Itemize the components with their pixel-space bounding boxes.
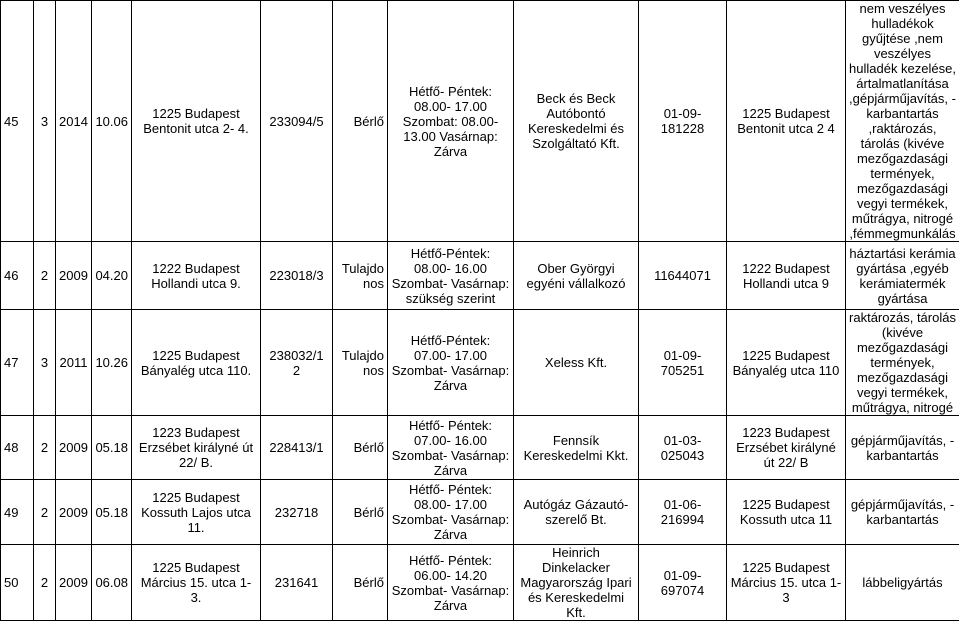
operator-name-cell: Xeless Kft. <box>514 310 639 416</box>
row-number: 49 <box>1 480 34 545</box>
table-row <box>1 310 959 416</box>
category-cell: 3 <box>34 310 56 416</box>
activity-cell: raktározás, tárolás (kivéve mezőgazdasági termények, mezőgazdasági vegyi termékek, műtrágya, nitrogé <box>846 310 959 416</box>
opening-hours-cell: Hétfő-Péntek: 07.00- 17.00 Szombat- Vasárnap: Zárva <box>388 310 514 416</box>
year-cell: 2011 <box>56 310 92 416</box>
site-address-cell: 1225 Budapest Március 15. utca 1- 3. <box>132 545 261 621</box>
parcel-number-cell: 232718 <box>261 480 333 545</box>
headquarters-cell: 1222 Budapest Hollandi utca 9 <box>727 242 846 310</box>
parcel-number-cell: 223018/3 <box>261 242 333 310</box>
row-number: 45 <box>1 1 34 242</box>
parcel-number-cell: 238032/1 2 <box>261 310 333 416</box>
year-cell: 2009 <box>56 416 92 480</box>
date-cell: 10.26 <box>92 310 132 416</box>
activity-cell: gépjárműjavítás, - karbantartás <box>846 416 959 480</box>
site-address-cell: 1225 Budapest Bentonit utca 2- 4. <box>132 1 261 242</box>
year-cell: 2009 <box>56 545 92 621</box>
headquarters-cell: 1225 Budapest Bányalég utca 110 <box>727 310 846 416</box>
activity-cell: lábbeligyártás <box>846 545 959 621</box>
headquarters-cell: 1225 Budapest Bentonit utca 2 4 <box>727 1 846 242</box>
operator-name-cell: Autógáz Gázautó- szerelő Bt. <box>514 480 639 545</box>
site-address-cell: 1225 Budapest Kossuth Lajos utca 11. <box>132 480 261 545</box>
table-row <box>1 242 959 310</box>
table-row <box>1 545 959 621</box>
category-cell: 2 <box>34 416 56 480</box>
operator-name-cell: Beck és Beck Autóbontó Kereskedelmi és Szolgáltató Kft. <box>514 1 639 242</box>
registration-number-cell: 11644071 <box>639 242 727 310</box>
date-cell: 04.20 <box>92 242 132 310</box>
headquarters-cell: 1225 Budapest Kossuth utca 11 <box>727 480 846 545</box>
row-number: 47 <box>1 310 34 416</box>
ownership-cell: Bérlő <box>333 545 388 621</box>
year-cell: 2009 <box>56 242 92 310</box>
ownership-cell: Tulajdonos <box>333 310 388 416</box>
operator-name-cell: Ober Györgyi egyéni vállalkozó <box>514 242 639 310</box>
operator-name-cell: Fennsík Kereskedelmi Kkt. <box>514 416 639 480</box>
table-row <box>1 1 959 242</box>
parcel-number-cell: 231641 <box>261 545 333 621</box>
registration-number-cell: 01-09- 181228 <box>639 1 727 242</box>
registration-number-cell: 01-09- 697074 <box>639 545 727 621</box>
site-address-cell: 1225 Budapest Bányalég utca 110. <box>132 310 261 416</box>
activity-cell: nem veszélyes hulladékok gyűjtése ,nem veszélyes hulladék kezelése, ártalmatlanítása ,gépjárműjavítás, - karbantartás ,raktározás, tárolás (kivéve mezőgazdasági termények, mezőgazdasági vegyi termékek, műtrágya, nitrogé ,fémmegmunkálás <box>846 1 959 242</box>
activity-cell: háztartási kerámia gyártása ,egyéb kerámiatermék gyártása <box>846 242 959 310</box>
category-cell: 2 <box>34 480 56 545</box>
opening-hours-cell: Hétfő- Péntek: 08.00- 17.00 Szombat: 08.00- 13.00 Vasárnap: Zárva <box>388 1 514 242</box>
date-cell: 06.08 <box>92 545 132 621</box>
site-address-cell: 1223 Budapest Erzsébet királyné út 22/ B. <box>132 416 261 480</box>
category-cell: 2 <box>34 545 56 621</box>
date-cell: 10.06 <box>92 1 132 242</box>
registration-number-cell: 01-09- 705251 <box>639 310 727 416</box>
date-cell: 05.18 <box>92 480 132 545</box>
table-row <box>1 480 959 545</box>
opening-hours-cell: Hétfő- Péntek: 07.00- 16.00 Szombat- Vasárnap: Zárva <box>388 416 514 480</box>
operator-name-cell: Heinrich Dinkelacker Magyarország Ipari és Kereskedelmi Kft. <box>514 545 639 621</box>
parcel-number-cell: 228413/1 <box>261 416 333 480</box>
activity-cell: gépjárműjavítás, - karbantartás <box>846 480 959 545</box>
year-cell: 2014 <box>56 1 92 242</box>
row-number: 46 <box>1 242 34 310</box>
table-row <box>1 416 959 480</box>
registration-number-cell: 01-06- 216994 <box>639 480 727 545</box>
ownership-cell: Tulajdonos <box>333 242 388 310</box>
row-number: 48 <box>1 416 34 480</box>
site-address-cell: 1222 Budapest Hollandi utca 9. <box>132 242 261 310</box>
parcel-number-cell: 233094/5 <box>261 1 333 242</box>
opening-hours-cell: Hétfő-Péntek: 08.00- 16.00 Szombat- Vasárnap: szükség szerint <box>388 242 514 310</box>
category-cell: 3 <box>34 1 56 242</box>
category-cell: 2 <box>34 242 56 310</box>
headquarters-cell: 1225 Budapest Március 15. utca 1- 3 <box>727 545 846 621</box>
opening-hours-cell: Hétfő- Péntek: 06.00- 14.20 Szombat- Vasárnap: Zárva <box>388 545 514 621</box>
date-cell: 05.18 <box>92 416 132 480</box>
year-cell: 2009 <box>56 480 92 545</box>
ownership-cell: Bérlő <box>333 1 388 242</box>
row-number: 50 <box>1 545 34 621</box>
ownership-cell: Bérlő <box>333 480 388 545</box>
headquarters-cell: 1223 Budapest Erzsébet királyné út 22/ B <box>727 416 846 480</box>
ownership-cell: Bérlő <box>333 416 388 480</box>
opening-hours-cell: Hétfő- Péntek: 08.00- 17.00 Szombat- Vasárnap: Zárva <box>388 480 514 545</box>
registration-number-cell: 01-03- 025043 <box>639 416 727 480</box>
